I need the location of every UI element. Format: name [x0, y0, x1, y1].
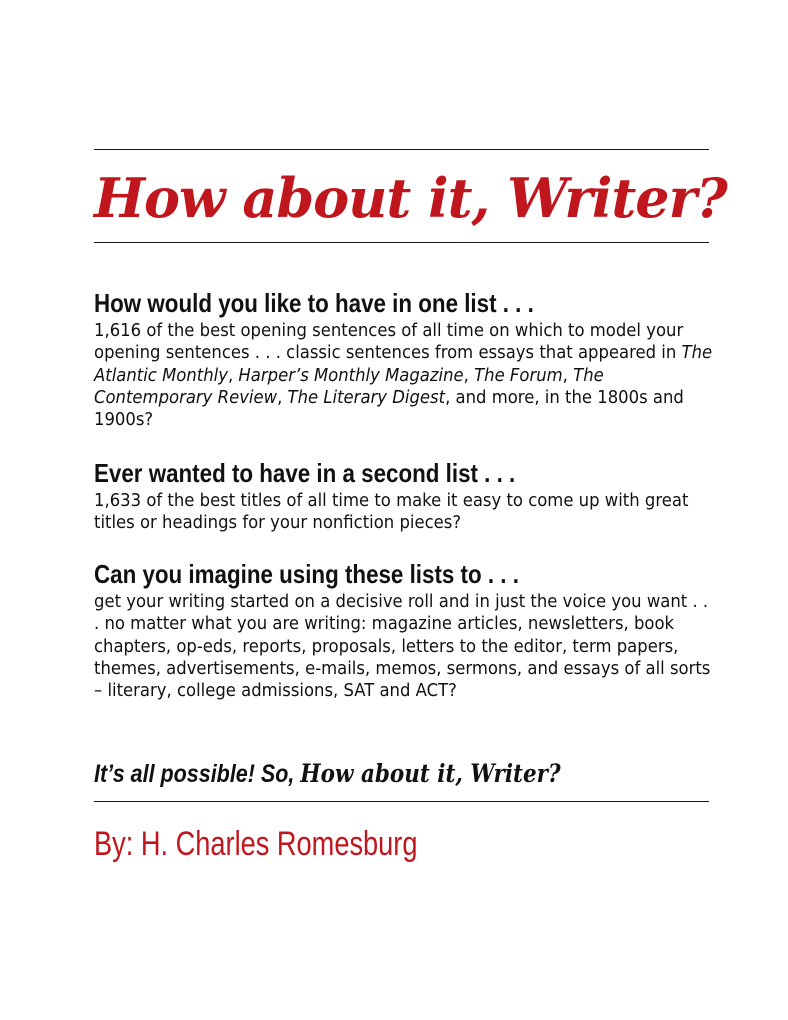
section-heading: Ever wanted to have in a second list . . . — [94, 458, 516, 488]
body-run: , and more, in the 1800s and 1900s? — [94, 387, 684, 431]
section-using-lists — [94, 557, 714, 702]
publication-title: The Literary Digest — [287, 387, 446, 408]
body-run: 1,633 of the best titles of all time to make it easy to come up with great titles or headings for your nonfiction pieces? — [94, 491, 689, 534]
author-byline: By: H. Charles Romesburg — [94, 825, 418, 863]
section-body — [94, 591, 714, 702]
book-title: How about it, Writer? — [94, 166, 727, 230]
publication-title: Harper’s Monthly Magazine — [238, 365, 464, 386]
section-heading: How would you like to have in one list . . . — [94, 288, 534, 318]
section-heading: Can you imagine using these lists to . . . — [94, 559, 519, 589]
body-run: get your writing started on a decisive roll and in just the voice you want . . . no matter what you are writing: magazine articles, newsletters, book chapters, op-eds, reports, proposals, letters to the editor, term papers, themes, advertisements, e-mails, memos, sermons, and essays of all sorts – literary, college admissions, SAT and ACT? — [94, 592, 711, 702]
section-opening-sentences — [94, 286, 714, 431]
top-divider — [94, 149, 709, 150]
body-run: 1,616 of the best opening sentences of all time on which to model your opening sentences . . . classic sentences from essays that appeared in — [94, 321, 684, 364]
section-body — [94, 320, 714, 431]
section-titles-list — [94, 456, 714, 535]
body-run: , — [227, 365, 239, 386]
closing-line — [94, 757, 561, 791]
body-run: , — [463, 365, 475, 386]
body-run: , — [562, 365, 574, 386]
publication-title: The Contemporary Review — [94, 365, 604, 408]
closing-emphasis: How about it, Writer? — [300, 759, 561, 788]
closing-lead: It’s all possible! So, — [94, 760, 301, 788]
section-body — [94, 490, 714, 535]
publication-title: The Atlantic Monthly — [94, 343, 713, 386]
publication-title: The Forum — [474, 365, 563, 386]
body-run: , — [277, 387, 288, 408]
byline-divider — [94, 801, 709, 802]
title-divider — [94, 242, 709, 243]
